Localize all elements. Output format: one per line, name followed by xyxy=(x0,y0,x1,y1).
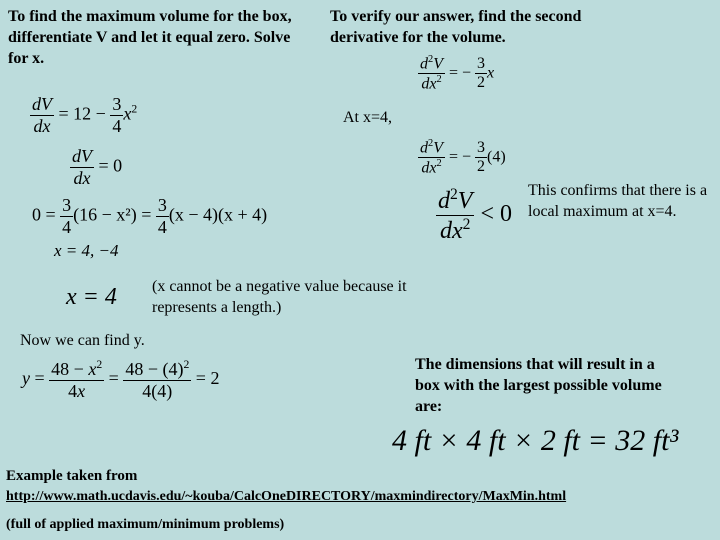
eq3-fraction-b: $\frac{3}{4}$ xyxy=(157,195,167,237)
eq1-rhs: = 12 − xyxy=(58,103,106,124)
find-y-text: Now we can find y. xyxy=(20,332,145,349)
example-text: Example taken from xyxy=(6,468,138,484)
verify-text: To verify our answer, find the second derivative for the volume. xyxy=(330,8,582,46)
eq3-mid: (16 − x²) = xyxy=(73,204,152,225)
y-eq-rhs: = 2 xyxy=(195,368,220,389)
source-link[interactable]: http://www.math.ucdavis.edu/~kouba/CalcOneDIRECTORY/maxmindirectory/MaxMin.html xyxy=(6,489,567,504)
dv-dx-fraction-2: $\frac{dV}{dx}$ xyxy=(72,146,92,188)
dv-dx-fraction: $\frac{dV}{dx}$ xyxy=(32,94,52,136)
equation-factored xyxy=(32,195,267,238)
three-quarters-fraction: $\frac{3}{4}$ xyxy=(112,94,122,136)
s2-fraction: $\frac{3}{2}$ xyxy=(477,139,486,176)
d2v-dx2-fraction: $\frac{d^2V}{dx^2}$ xyxy=(420,54,443,93)
d2v-dx2-fraction-3: $\frac{d^2V}{dx^2}$ xyxy=(438,186,473,244)
eq3-lhs: 0 = xyxy=(32,204,56,225)
equation-inequality xyxy=(436,186,512,245)
at-x-text: At x=4, xyxy=(343,109,393,126)
eq2-rhs: = 0 xyxy=(98,155,123,176)
eq3-fraction-a: $\frac{3}{4}$ xyxy=(62,195,72,237)
s1-rhs: = − xyxy=(448,64,472,82)
s2-tail: (4) xyxy=(487,148,506,166)
intro-text: To find the maximum volume for the box, differentiate V and let it equal zero. Solve for x. xyxy=(8,8,292,67)
ineq-rhs: < 0 xyxy=(480,201,513,228)
equation-second-derivative-at-4 xyxy=(418,138,506,178)
confirms-text: This confirms that there is a local maximum at x=4. xyxy=(528,182,708,220)
eq3-rhs: (x − 4)(x + 4) xyxy=(168,204,268,225)
d2v-dx2-fraction-2: $\frac{d^2V}{dx^2}$ xyxy=(420,138,443,177)
note-text: (x cannot be a negative value because it represents a length.) xyxy=(152,278,407,316)
equation-second-derivative: $\frac{d^2V}{dx^2}$ = − $\frac{3}{2}$ x xyxy=(420,54,495,93)
s1-fraction: $\frac{3}{2}$ xyxy=(477,55,486,92)
equation-y: y = $\frac{48 - x^2}{4x}$ = $\frac{48 - (4)^2}{4(4)}$ = 2 xyxy=(22,358,220,401)
y-fraction-a: $\frac{48 - x^2}{4x}$ xyxy=(51,358,103,401)
footer-text: (full of applied maximum/minimum problems) xyxy=(6,517,285,532)
equation-roots: x = 4, −4 xyxy=(54,241,119,260)
dimensions-text: The dimensions that will result in a box with the largest possible volume are: xyxy=(415,356,662,415)
equation-set-zero xyxy=(70,146,122,189)
y-fraction-b: $\frac{48 - (4)^2}{4(4)}$ xyxy=(125,358,190,401)
s2-rhs: = − xyxy=(448,148,472,166)
equation-final-dimensions: 4 ft × 4 ft × 2 ft = 32 ft³ xyxy=(392,424,679,457)
equation-x-result: x = 4 xyxy=(66,284,117,310)
equation-first-derivative: $\frac{dV}{dx}$ = 12 − $\frac{3}{4}$ $x^2$ xyxy=(32,94,138,136)
